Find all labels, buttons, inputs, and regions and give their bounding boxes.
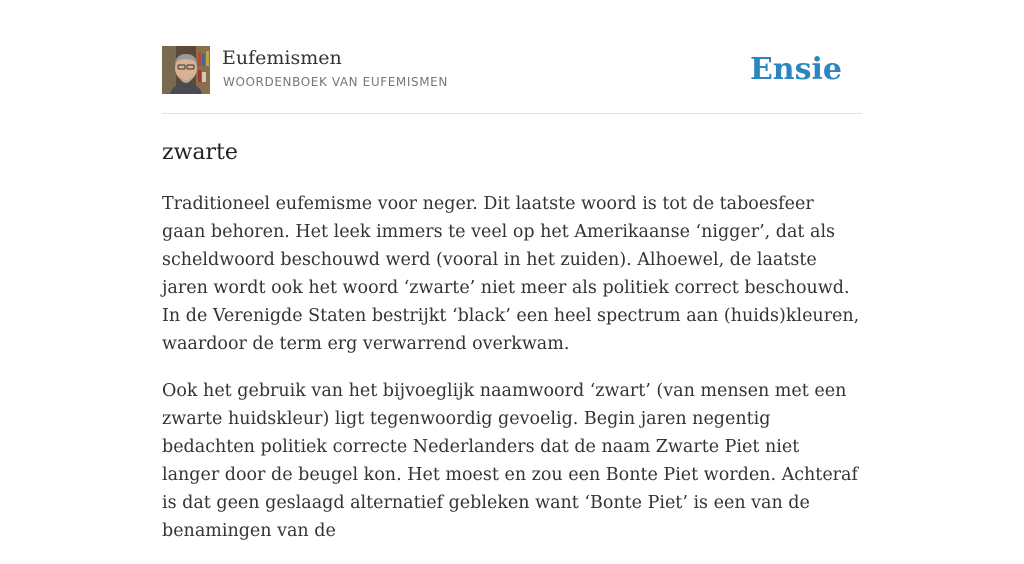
entry-body bbox=[162, 190, 862, 564]
entry-title: zwarte bbox=[162, 140, 238, 165]
site-subtitle: WOORDENBOEK VAN EUFEMISMEN bbox=[223, 75, 448, 89]
ensie-logo[interactable]: Ensie bbox=[749, 52, 842, 87]
header-divider bbox=[162, 113, 862, 114]
entry-paragraph: Ook het gebruik van het bijvoeglijk naamwoord ‘zwart’ (van mensen met een zwarte huidskleur) ligt tegenwoordig gevoelig. Begin jaren negentig bedachten politiek correcte Nederlanders dat de naam Zwarte Piet niet langer door de beugel kon. Het moest en zou een Bonte Piet worden. Achteraf is dat geen geslaagd alternatief gebleken want ‘Bonte Piet’ is een van de benamingen van de bbox=[162, 381, 858, 541]
entry-paragraph: Traditioneel eufemisme voor neger. Dit laatste woord is tot de taboesfeer gaan behoren. Het leek immers te veel op het Amerikaanse ‘nigger’, dat als scheldwoord beschouwd werd (vooral in het zuiden). Alhoewel, de laatste jaren wordt ook het woord ‘zwarte’ niet meer als politiek correct beschouwd. In de Verenigde Staten bestrijkt ‘black’ een heel spectrum aan (huids)kleuren, waardoor de term erg verwarrend overkwam. bbox=[162, 194, 860, 354]
site-header bbox=[162, 46, 862, 96]
site-name[interactable]: Eufemismen bbox=[222, 47, 342, 69]
avatar-portrait-icon bbox=[162, 46, 210, 94]
author-avatar[interactable] bbox=[162, 46, 210, 94]
